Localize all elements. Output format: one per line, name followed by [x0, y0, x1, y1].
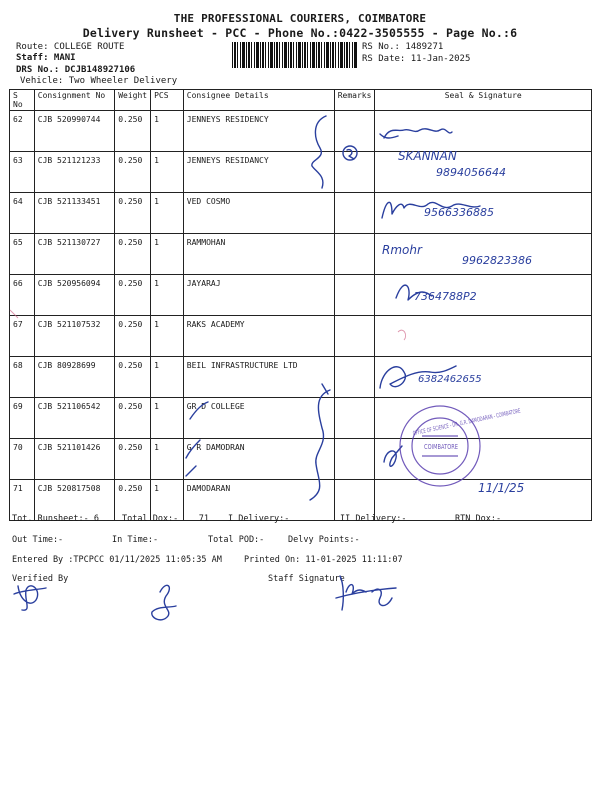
signature-cell — [375, 152, 592, 193]
pieces: 1 — [151, 316, 184, 357]
entered-by: Entered By :TPCPCC 01/11/2025 11:05:35 AM — [12, 555, 222, 565]
ii-delivery: II Delivery:- — [340, 514, 407, 524]
pieces: 1 — [151, 111, 184, 152]
weight: 0.250 — [115, 193, 151, 234]
signature-cell — [375, 193, 592, 234]
serial-number: 71 — [10, 480, 35, 521]
consignee-details: DAMODARAN — [183, 480, 334, 521]
hand-phone-5: 6382462655 — [418, 374, 482, 385]
consignment-number: CJB 521121233 — [34, 152, 114, 193]
serial-number: 69 — [10, 398, 35, 439]
i-delivery: I Delivery:- — [228, 514, 290, 524]
in-time: In Time:- — [112, 535, 159, 545]
consignment-number: CJB 521101426 — [34, 439, 114, 480]
weight: 0.250 — [115, 316, 151, 357]
consignment-number: CJB 521133451 — [34, 193, 114, 234]
total-dox: Total Dox:- 71 — [122, 514, 209, 524]
remarks-cell — [334, 152, 375, 193]
column-header: Weight — [115, 90, 151, 111]
runsheet-table — [9, 89, 592, 521]
table-row — [10, 193, 592, 234]
hand-name-rammohan: Rmohr — [382, 243, 422, 257]
remarks-cell — [334, 398, 375, 439]
consignment-number: CJB 521107532 — [34, 316, 114, 357]
consignment-number: CJB 80928699 — [34, 357, 114, 398]
weight: 0.250 — [115, 275, 151, 316]
consignee-details: BEIL INFRASTRUCTURE LTD — [183, 357, 334, 398]
staff-signature-label: Staff Signature — [268, 574, 345, 584]
weight: 0.250 — [115, 111, 151, 152]
serial-number: 68 — [10, 357, 35, 398]
weight: 0.250 — [115, 480, 151, 521]
consignee-details: RAMMOHAN — [183, 234, 334, 275]
consignee-details: GR D COLLEGE — [183, 398, 334, 439]
consignee-details: VED COSMO — [183, 193, 334, 234]
remarks-cell — [334, 316, 375, 357]
pieces: 1 — [151, 152, 184, 193]
route-label: Route: COLLEGE ROUTE — [16, 42, 125, 52]
barcode — [232, 42, 358, 68]
remarks-cell — [334, 193, 375, 234]
table-row — [10, 357, 592, 398]
signature-cell — [375, 234, 592, 275]
pieces: 1 — [151, 480, 184, 521]
hand-date: 11/1/25 — [478, 481, 525, 495]
table-row — [10, 111, 592, 152]
verified-signature — [18, 586, 38, 610]
table-row — [10, 316, 592, 357]
table-row — [10, 398, 592, 439]
consignment-number: CJB 520990744 — [34, 111, 114, 152]
remarks-cell — [334, 234, 375, 275]
hand-name-skannan: SKANNAN — [398, 149, 457, 163]
consignee-details: JENNEYS RESIDANCY — [183, 152, 334, 193]
verified-signature — [152, 585, 176, 620]
column-header: Consignment No — [34, 90, 114, 111]
table-row — [10, 275, 592, 316]
delivery-points: Delvy Points:- — [288, 535, 360, 545]
serial-number: 63 — [10, 152, 35, 193]
signature-cell — [375, 393, 592, 439]
document-title: THE PROFESSIONAL COURIERS, COIMBATORE — [173, 12, 427, 25]
verified-by-label: Verified By — [12, 574, 69, 584]
remarks-cell — [334, 111, 375, 152]
column-header: PCS — [151, 90, 184, 111]
hand-phone-4: 7364788P2 — [414, 290, 477, 303]
table-row — [10, 152, 592, 193]
table-header-row — [10, 90, 592, 111]
consignee-details: RAKS ACADEMY — [183, 316, 334, 357]
signature-cell — [375, 111, 592, 152]
printed-on: Printed On: 11-01-2025 11:11:07 — [244, 555, 403, 565]
pieces: 1 — [151, 357, 184, 398]
table-row — [10, 439, 592, 480]
remarks-cell — [334, 439, 375, 480]
serial-number: 70 — [10, 439, 35, 480]
column-header: Seal & Signature — [375, 90, 592, 111]
signature-cell — [375, 357, 592, 398]
staff-label: Staff: MANI — [16, 53, 76, 63]
consignment-number: CJB 521106542 — [34, 398, 114, 439]
column-header: Remarks — [334, 90, 375, 111]
total-pod: Total POD:- — [208, 535, 265, 545]
pieces: 1 — [151, 234, 184, 275]
column-header: S No — [10, 90, 35, 111]
pieces: 1 — [151, 398, 184, 439]
total-runsheet: Tot. Runsheet:- 6 — [12, 514, 99, 524]
column-header: Consignee Details — [183, 90, 334, 111]
rs-number: RS No.: 1489271 — [362, 42, 444, 52]
pieces: 1 — [151, 275, 184, 316]
rs-date: RS Date: 11-Jan-2025 — [362, 54, 471, 64]
consignment-number: CJB 520956094 — [34, 275, 114, 316]
weight: 0.250 — [115, 357, 151, 398]
table-row — [10, 234, 592, 275]
hand-phone-2: 9566336885 — [424, 206, 494, 219]
weight: 0.250 — [115, 439, 151, 480]
signature-cell — [375, 275, 592, 316]
serial-number: 67 — [10, 316, 35, 357]
remarks-cell — [334, 357, 375, 398]
consignee-details: JAYARAJ — [183, 275, 334, 316]
weight: 0.250 — [115, 234, 151, 275]
signature-cell — [375, 316, 592, 357]
serial-number: 64 — [10, 193, 35, 234]
rtn-dox: RTN Dox:- — [455, 514, 502, 524]
consignment-number: CJB 520817508 — [34, 480, 114, 521]
document-subtitle: Delivery Runsheet - PCC - Phone No.:0422-3505555 - Page No.:6 — [82, 26, 518, 40]
serial-number: 62 — [10, 111, 35, 152]
weight: 0.250 — [115, 398, 151, 439]
stamp-center-text: COIMBATORE — [424, 443, 458, 451]
consignee-details: G R DAMODRAN — [183, 439, 334, 480]
hand-phone-3: 9962823386 — [462, 254, 532, 267]
signature-cell — [375, 439, 592, 480]
serial-number: 65 — [10, 234, 35, 275]
weight: 0.250 — [115, 152, 151, 193]
vehicle-label: Vehicle: Two Wheeler Delivery — [20, 76, 178, 86]
out-time: Out Time:- — [12, 535, 64, 545]
remarks-cell — [334, 275, 375, 316]
pieces: 1 — [151, 439, 184, 480]
hand-phone-1: 9894056644 — [436, 166, 506, 179]
pieces: 1 — [151, 193, 184, 234]
drs-number: DRS No.: DCJB148927106 — [16, 65, 136, 75]
consignee-details: JENNEYS RESIDENCY — [183, 111, 334, 152]
stamp-ring-text: OFFICE OF SCIENCE - DR. G.R. DAMODARAN - COIMBATORE — [412, 393, 588, 438]
serial-number: 66 — [10, 275, 35, 316]
consignment-number: CJB 521130727 — [34, 234, 114, 275]
